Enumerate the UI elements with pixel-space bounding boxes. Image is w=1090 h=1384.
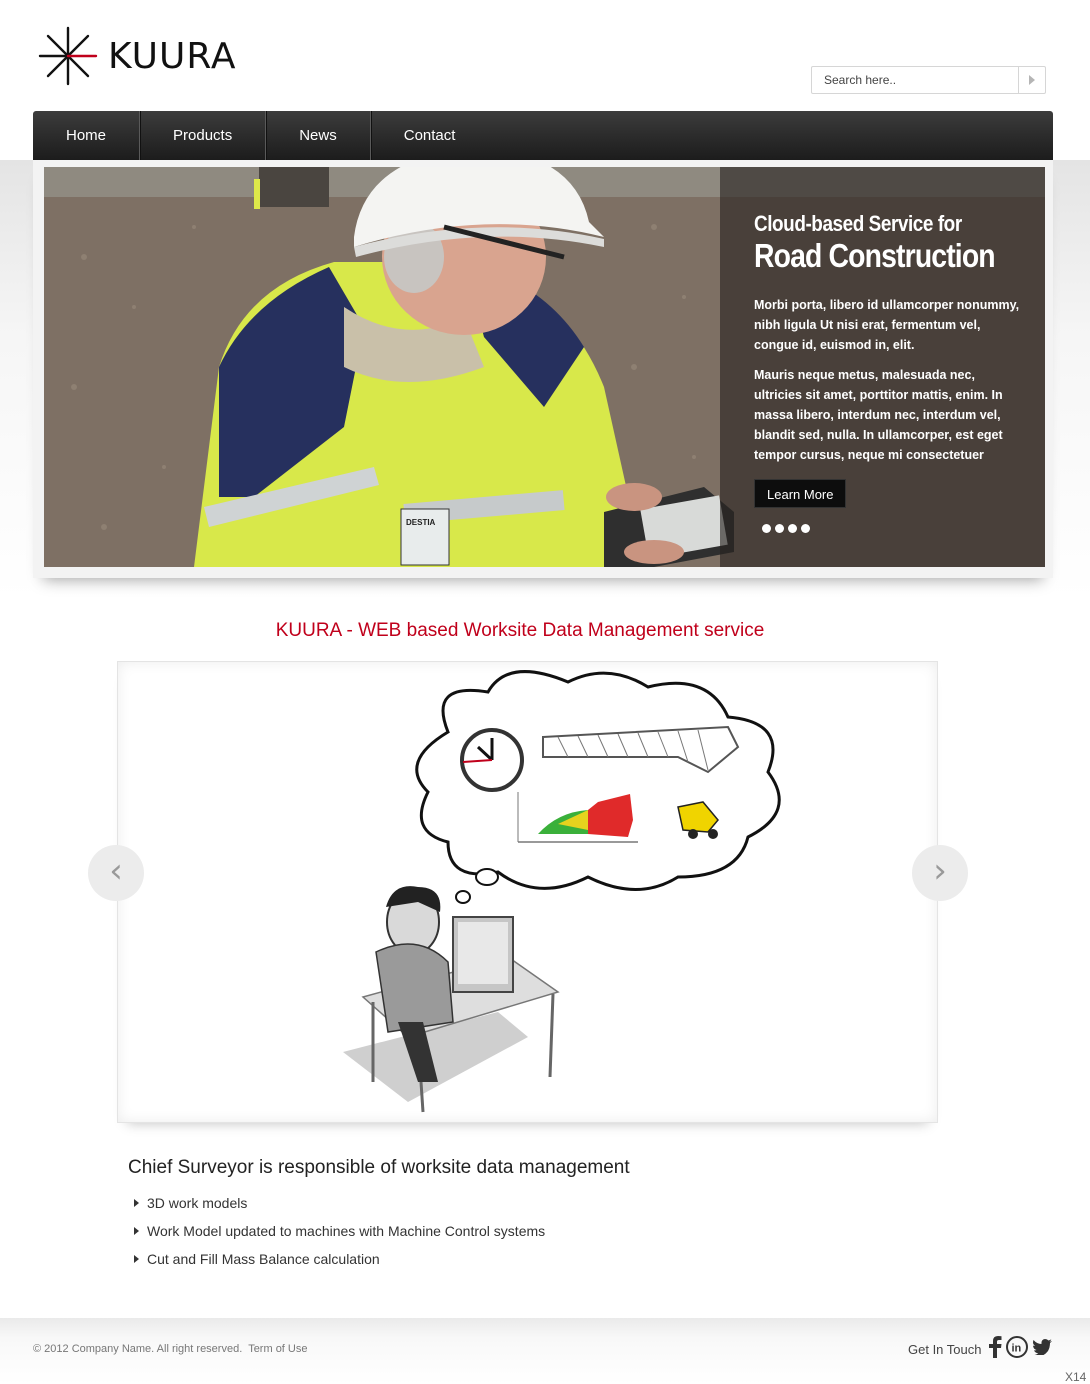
search-input[interactable] xyxy=(812,67,1018,93)
hero-subtitle: Cloud-based Service for xyxy=(754,211,962,236)
list-item xyxy=(134,1221,545,1249)
list-item-text: Cut and Fill Mass Balance calculation xyxy=(147,1251,380,1267)
facebook-icon[interactable] xyxy=(988,1336,1002,1363)
carousel-prev-button[interactable]: ‹ xyxy=(88,845,144,901)
twitter-icon[interactable] xyxy=(1032,1339,1052,1360)
nav-item-news[interactable]: News xyxy=(266,111,371,160)
main-nav xyxy=(33,111,1053,160)
slider-dot[interactable] xyxy=(762,524,771,533)
hero-title: Road Construction xyxy=(754,237,995,274)
kuura-star-icon xyxy=(38,26,98,86)
description-title: Chief Surveyor is responsible of worksite data management xyxy=(128,1157,630,1178)
search-submit-button[interactable] xyxy=(1018,67,1045,93)
illustration-carousel xyxy=(117,661,938,1123)
list-item-text: Work Model updated to machines with Machine Control systems xyxy=(147,1223,546,1239)
nav-item-contact[interactable]: Contact xyxy=(403,127,456,144)
carousel-next-button[interactable]: › xyxy=(912,845,968,901)
get-in-touch-label: Get In Touch xyxy=(908,1342,982,1357)
bullet-arrow-icon xyxy=(134,1255,139,1263)
nav-item-products[interactable]: Products xyxy=(140,111,266,160)
slider-dot[interactable] xyxy=(801,524,810,533)
surveyor-illustration xyxy=(118,662,939,1124)
nav-item-home[interactable]: Home xyxy=(33,111,140,160)
copyright xyxy=(33,1343,307,1355)
list-item xyxy=(134,1249,545,1277)
list-item-text: 3D work models xyxy=(147,1195,248,1211)
hero-paragraph-1: Morbi porta, libero id ullamcorper nonummy, nibh ligula Ut nisi erat, fermentum vel, congue id, euismod in, elit. xyxy=(754,298,1020,352)
badge-text: DESTIA xyxy=(406,518,436,527)
feature-list xyxy=(134,1193,545,1277)
slider-dot[interactable] xyxy=(788,524,797,533)
bullet-arrow-icon xyxy=(134,1227,139,1235)
learn-more-button[interactable]: Learn More xyxy=(754,479,846,508)
terms-link[interactable]: Term of Use xyxy=(248,1343,308,1355)
slider-dots xyxy=(762,524,810,533)
svg-text:in: in xyxy=(1011,1342,1022,1355)
bullet-arrow-icon xyxy=(134,1199,139,1207)
corner-mark: X14 xyxy=(1065,1370,1087,1384)
list-item xyxy=(134,1193,545,1221)
social-links xyxy=(988,1336,1052,1363)
logo[interactable] xyxy=(38,26,237,86)
linkedin-icon[interactable] xyxy=(1006,1336,1028,1363)
hero-caption-panel xyxy=(720,167,1045,567)
copyright-text: © 2012 Company Name. All right reserved. xyxy=(33,1343,243,1355)
brand-name: KUURA xyxy=(108,35,237,77)
hero-slider xyxy=(44,167,1045,567)
section-title: KUURA - WEB based Worksite Data Management service xyxy=(275,620,765,641)
hero-paragraph-2: Mauris neque metus, malesuada nec, ultricies sit amet, porttitor mattis, enim. In massa libero, interdum nec, interdum vel, blandit sed, nulla. In ullamcorper, est eget tempor cursus, neque mi consectetuer xyxy=(754,368,1003,462)
slider-dot[interactable] xyxy=(775,524,784,533)
arrow-right-icon xyxy=(1028,75,1036,85)
search-box xyxy=(811,66,1046,94)
